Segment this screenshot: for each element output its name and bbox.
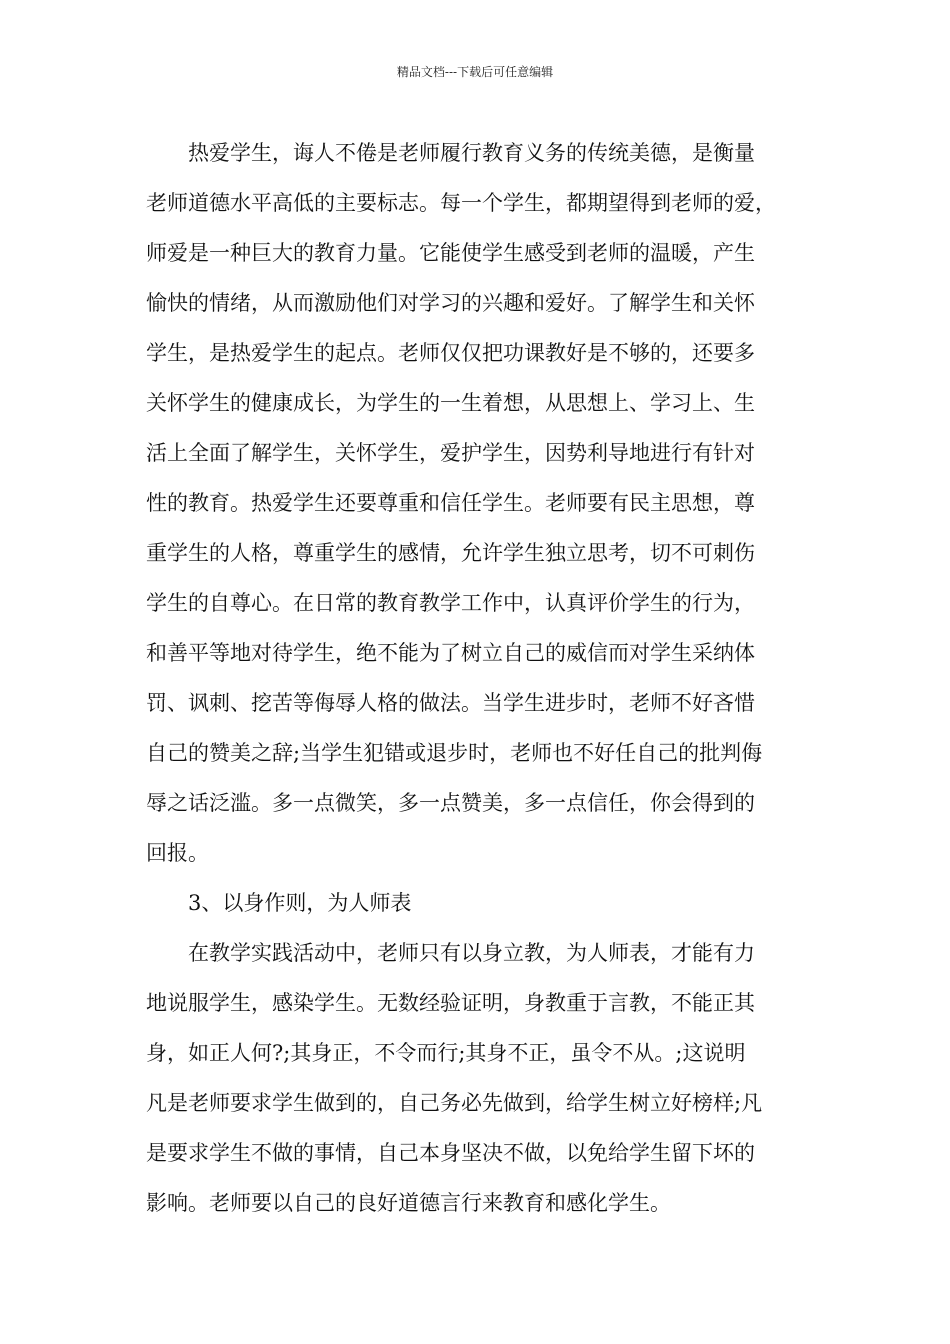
document-body bbox=[146, 128, 806, 1228]
text-line: 回报。 bbox=[146, 841, 209, 865]
text-line: 辱之话泛滥。多一点微笑，多一点赞美，多一点信任，你会得到的 bbox=[146, 791, 755, 815]
text-line: 是要求学生不做的事情，自己本身坚决不做，以免给学生留下坏的 bbox=[146, 1141, 755, 1165]
text-line: 关怀学生的健康成长，为学生的一生着想，从思想上、学习上、生 bbox=[146, 391, 755, 415]
text-line: 学生的自尊心。在日常的教育教学工作中，认真评价学生的行为， bbox=[146, 591, 755, 615]
text-line: 重学生的人格，尊重学生的感情，允许学生独立思考，切不可刺伤 bbox=[146, 541, 755, 565]
text-line: 罚、讽刺、挖苦等侮辱人格的做法。当学生进步时，老师不好吝惜 bbox=[146, 691, 755, 715]
text-line: 自己的赞美之辞;当学生犯错或退步时，老师也不好任自己的批判侮 bbox=[146, 741, 763, 765]
page-header: 精品文档---下载后可任意编辑 bbox=[396, 65, 554, 79]
text-line: 地说服学生，感染学生。无数经验证明，身教重于言教，不能正其 bbox=[146, 991, 755, 1015]
text-line: 师爱是一种巨大的教育力量。它能使学生感受到老师的温暖，产生 bbox=[146, 241, 755, 265]
text-line: 愉快的情绪，从而激励他们对学习的兴趣和爱好。了解学生和关怀 bbox=[146, 291, 755, 315]
text-line: 在教学实践活动中，老师只有以身立教，为人师表，才能有力 bbox=[188, 941, 755, 965]
section-heading: 3、以身作则，为人师表 bbox=[188, 891, 412, 915]
text-line: 学生，是热爱学生的起点。老师仅仅把功课教好是不够的，还要多 bbox=[146, 341, 755, 365]
text-line: 活上全面了解学生，关怀学生，爱护学生，因势利导地进行有针对 bbox=[146, 441, 755, 465]
text-line: 身，如正人何?;其身正，不令而行;其身不正，虽令不从。;这说明 bbox=[146, 1041, 746, 1065]
text-line: 凡是老师要求学生做到的，自己务必先做到，给学生树立好榜样;凡 bbox=[146, 1091, 763, 1115]
text-line: 热爱学生，诲人不倦是老师履行教育义务的传统美德，是衡量 bbox=[188, 141, 755, 165]
text-line: 影响。老师要以自己的良好道德言行来教育和感化学生。 bbox=[146, 1191, 671, 1215]
text-line: 老师道德水平高低的主要标志。每一个学生，都期望得到老师的爱， bbox=[146, 191, 776, 215]
text-line: 和善平等地对待学生，绝不能为了树立自己的威信而对学生采纳体 bbox=[146, 641, 755, 665]
text-line: 性的教育。热爱学生还要尊重和信任学生。老师要有民主思想，尊 bbox=[146, 491, 755, 515]
